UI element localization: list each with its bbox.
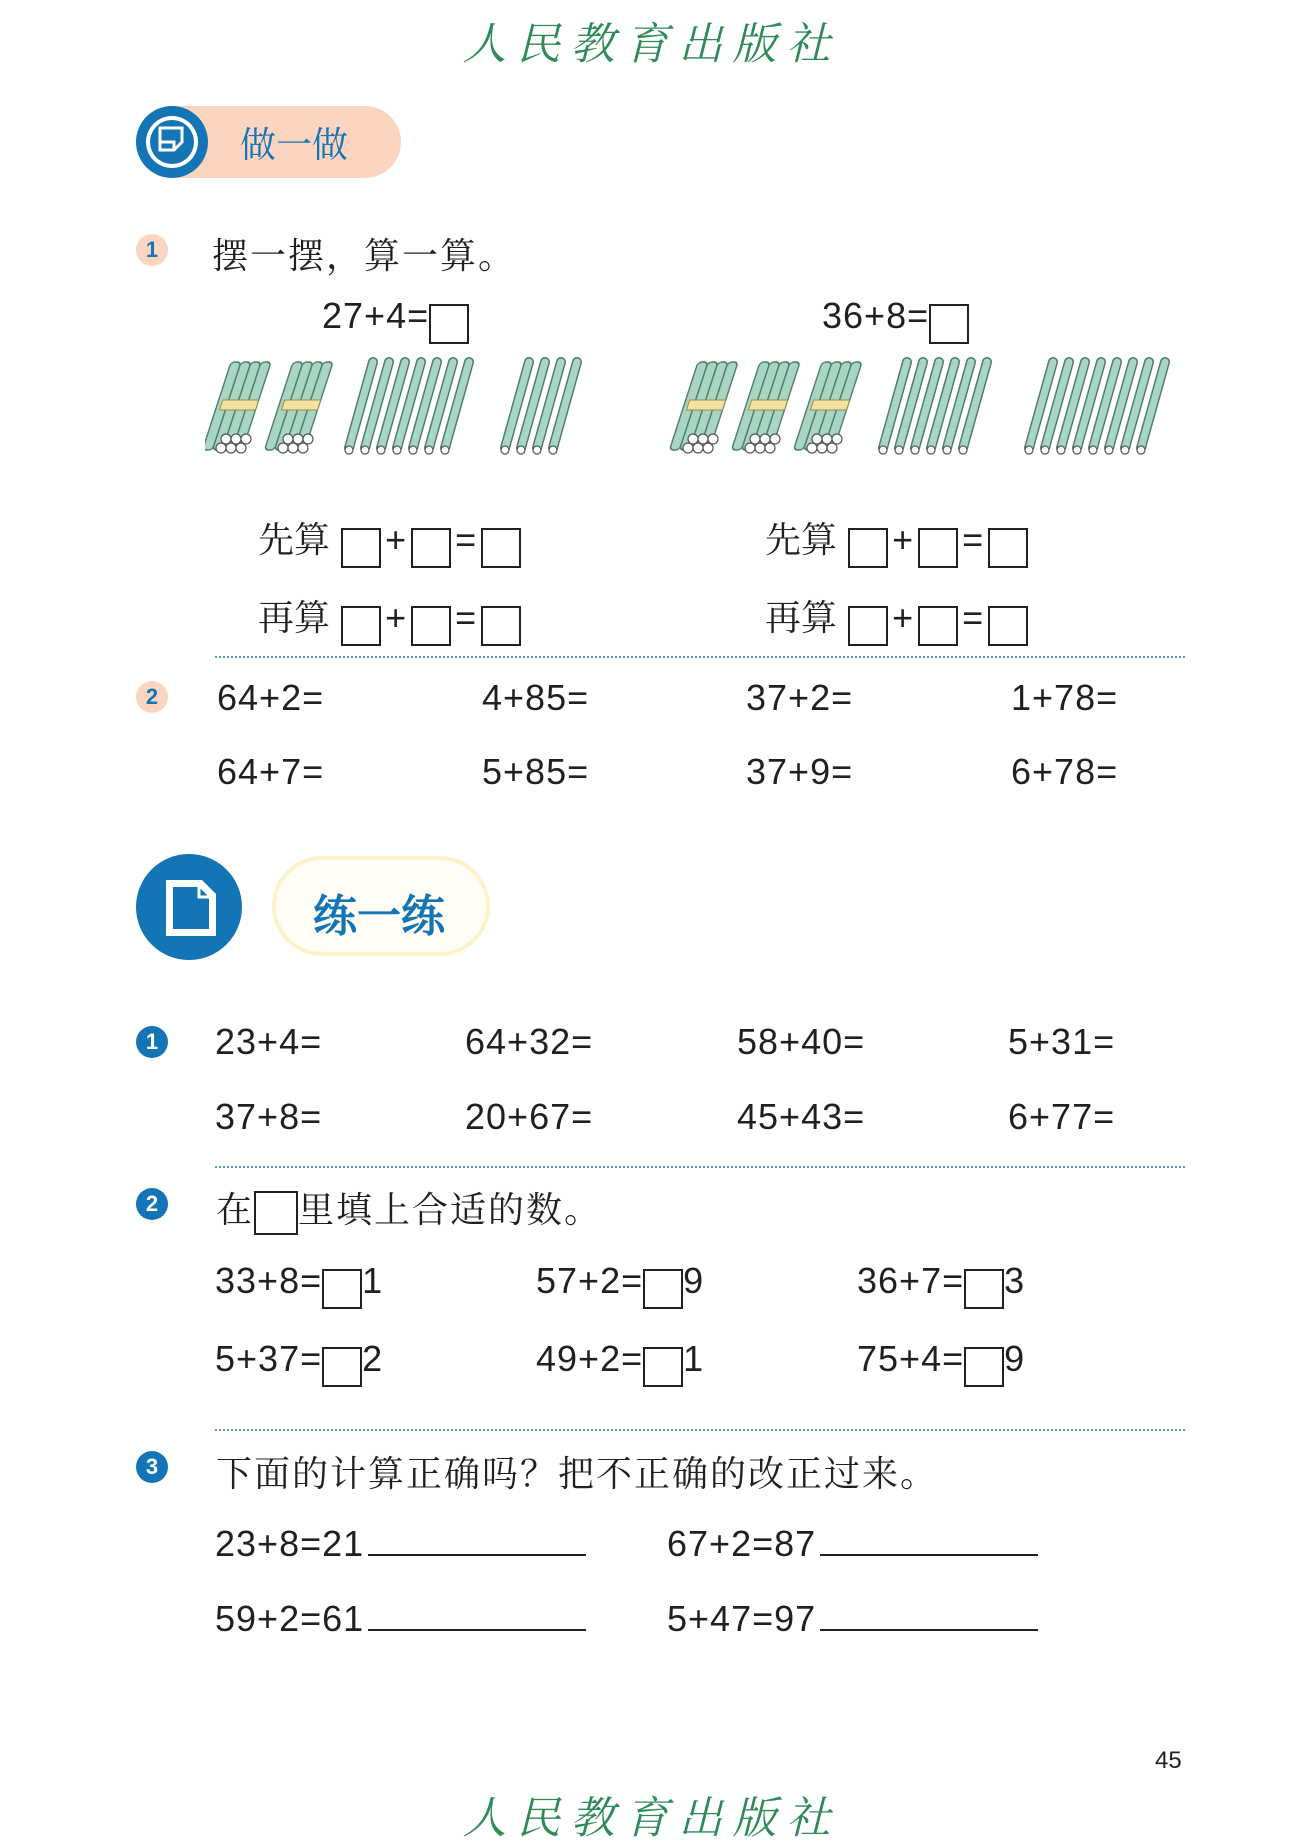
equals-sign: = (455, 519, 478, 560)
equation-text: 5+37= (215, 1338, 323, 1379)
left-eq-text: 27+4= (322, 295, 430, 336)
plus-sign: + (892, 597, 915, 638)
practice-q2-number: 2 (136, 1188, 168, 1220)
first-step-right (765, 512, 1028, 568)
practice-q1-item: 45+43= (737, 1096, 866, 1137)
equation-text: 23+8=21 (215, 1523, 365, 1564)
do-section-title: 做一做 (240, 125, 349, 166)
then-label: 再算 (258, 598, 331, 639)
practice-q1-item: 23+4= (215, 1021, 323, 1062)
practice-q1-item: 37+8= (215, 1096, 323, 1137)
equation-text: 67+2=87 (667, 1523, 817, 1564)
equals-sign: = (962, 597, 985, 638)
divider (215, 1429, 1185, 1431)
answer-box[interactable] (322, 1347, 362, 1387)
do-q2-item: 6+78= (1011, 751, 1119, 792)
practice-section-title: 练一练 (313, 891, 445, 942)
equation-text: 33+8= (215, 1260, 323, 1301)
then-step-right (765, 590, 1028, 646)
equation-text: 59+2=61 (215, 1598, 365, 1639)
practice-q3-item (215, 1523, 586, 1565)
practice-q2-item (536, 1338, 704, 1387)
plus-sign: + (385, 597, 408, 638)
answer-box[interactable] (929, 304, 969, 344)
do-q2-item: 64+2= (217, 677, 325, 718)
answer-box[interactable] (964, 1347, 1004, 1387)
answer-box[interactable] (988, 606, 1028, 646)
do-q2-item: 37+9= (746, 751, 854, 792)
correction-line[interactable] (820, 1552, 1038, 1556)
digit-text: 2 (362, 1338, 384, 1379)
digit-text: 3 (1004, 1260, 1026, 1301)
equals-sign: = (962, 519, 985, 560)
equation-text: 75+4= (857, 1338, 965, 1379)
digit-text: 9 (1004, 1338, 1026, 1379)
answer-box[interactable] (643, 1347, 683, 1387)
instruction-box (254, 1191, 298, 1235)
do-section-badge (136, 106, 208, 178)
first-label: 先算 (258, 520, 331, 561)
practice-section-badge (136, 854, 242, 960)
note-icon (136, 106, 208, 178)
answer-box[interactable] (848, 606, 888, 646)
instruction-post: 里填上合适的数。 (298, 1190, 603, 1231)
practice-q3-item (215, 1598, 586, 1640)
practice-q3-instruction: 下面的计算正确吗？把不正确的改正过来。 (216, 1454, 939, 1495)
do-q1-left-equation (322, 295, 469, 344)
practice-q1-item: 20+67= (465, 1096, 594, 1137)
answer-box[interactable] (481, 606, 521, 646)
correction-line[interactable] (368, 1552, 586, 1556)
do-q2-number: 2 (136, 681, 168, 713)
do-q2-item: 5+85= (482, 751, 590, 792)
digit-text: 9 (683, 1260, 705, 1301)
divider (215, 656, 1185, 658)
practice-q1-item: 5+31= (1008, 1021, 1116, 1062)
answer-box[interactable] (341, 528, 381, 568)
equals-sign: = (455, 597, 478, 638)
practice-q2-item (215, 1260, 383, 1309)
answer-box[interactable] (322, 1269, 362, 1309)
equation-text: 57+2= (536, 1260, 644, 1301)
digit-text: 1 (683, 1338, 705, 1379)
answer-box[interactable] (411, 606, 451, 646)
right-eq-text: 36+8= (822, 295, 930, 336)
counting-sticks-illustration (205, 350, 1195, 460)
plus-sign: + (385, 519, 408, 560)
practice-q1-item: 64+32= (465, 1021, 594, 1062)
equation-text: 36+7= (857, 1260, 965, 1301)
do-q1-instruction: 摆一摆，算一算。 (212, 236, 517, 277)
do-q2-item: 37+2= (746, 677, 854, 718)
publisher-footer: 人民教育出版社 (462, 1793, 841, 1844)
page-number: 45 (1155, 1747, 1182, 1774)
practice-q3-number: 3 (136, 1451, 168, 1483)
practice-q2-item (857, 1260, 1025, 1309)
answer-box[interactable] (918, 606, 958, 646)
practice-q2-item (215, 1338, 383, 1387)
do-q1-right-equation (822, 295, 969, 344)
first-label: 先算 (765, 520, 838, 561)
practice-q2-item (536, 1260, 704, 1309)
practice-q1-number: 1 (136, 1026, 168, 1058)
correction-line[interactable] (820, 1627, 1038, 1631)
answer-box[interactable] (848, 528, 888, 568)
equation-text: 49+2= (536, 1338, 644, 1379)
digit-text: 1 (362, 1260, 384, 1301)
divider (215, 1166, 1185, 1168)
correction-line[interactable] (368, 1627, 586, 1631)
document-icon (136, 854, 242, 960)
plus-sign: + (892, 519, 915, 560)
do-q2-item: 1+78= (1011, 677, 1119, 718)
practice-q2-item (857, 1338, 1025, 1387)
do-q1-number: 1 (136, 234, 168, 266)
practice-q1-item: 58+40= (737, 1021, 866, 1062)
practice-q1-item: 6+77= (1008, 1096, 1116, 1137)
answer-box[interactable] (429, 304, 469, 344)
answer-box[interactable] (964, 1269, 1004, 1309)
practice-q2-instruction (216, 1182, 602, 1235)
answer-box[interactable] (918, 528, 958, 568)
publisher-header: 人民教育出版社 (462, 19, 841, 70)
practice-q3-item (667, 1523, 1038, 1565)
first-step-left (258, 512, 521, 568)
then-step-left (258, 590, 521, 646)
instruction-pre: 在 (216, 1190, 255, 1231)
answer-box[interactable] (643, 1269, 683, 1309)
do-q2-item: 64+7= (217, 751, 325, 792)
answer-box[interactable] (411, 528, 451, 568)
then-label: 再算 (765, 598, 838, 639)
practice-q3-item (667, 1598, 1038, 1640)
answer-box[interactable] (988, 528, 1028, 568)
equation-text: 5+47=97 (667, 1598, 817, 1639)
answer-box[interactable] (481, 528, 521, 568)
answer-box[interactable] (341, 606, 381, 646)
do-q2-item: 4+85= (482, 677, 590, 718)
